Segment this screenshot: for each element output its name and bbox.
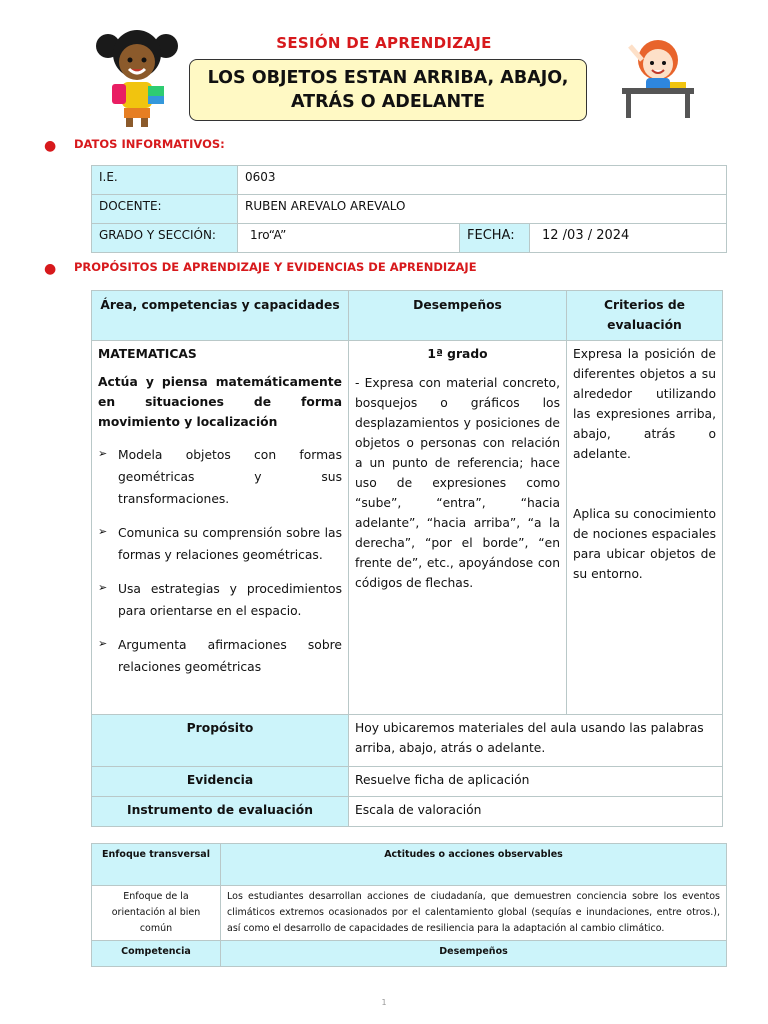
propositos-table — [91, 290, 723, 827]
capacidad-text: Usa estrategias y procedimientos para orientarse en el espacio. — [118, 582, 342, 618]
enfoque-text: Los estudiantes desarrollan acciones de ciudadanía, que demuestren conciencia sobre los eventos climáticos extremos ocasionados por el calentamiento global (sequías e inundaciones, entre otros.), así como el desarrollo de capacidades de resiliencia para la adaptación al cambio climático. — [221, 886, 727, 941]
capacidad-text: Modela objetos con formas geométricas y sus transformaciones. — [118, 448, 342, 506]
list-item — [98, 634, 342, 678]
criterio-text: Aplica su conocimiento de nociones espaciales para ubicar objetos de su entorno. — [573, 507, 716, 581]
grado-label: GRADO Y SECCIÓN: — [92, 224, 238, 253]
col-desempenos-header: Desempeños — [349, 291, 567, 341]
area-name: MATEMATICAS — [98, 347, 197, 361]
competencia-text: Actúa y piensa matemáticamente en situaciones de forma movimiento y localización — [98, 375, 342, 429]
list-item — [98, 444, 342, 510]
desempenos-label: Desempeños — [221, 941, 727, 967]
list-item — [98, 578, 342, 622]
ie-label: I.E. — [92, 166, 238, 195]
bullet-dot: ● — [44, 138, 57, 154]
arrow-marker: ➢ — [98, 525, 108, 538]
session-title-box — [189, 59, 587, 121]
enfoque-table — [91, 843, 727, 967]
criterios-cell — [567, 341, 723, 715]
list-item — [98, 522, 342, 566]
evidencia-label: Evidencia — [92, 767, 349, 797]
datos-table — [91, 165, 727, 253]
datos-heading: DATOS INFORMATIVOS: — [74, 137, 225, 151]
grado-value: 1ro“A” — [238, 224, 460, 253]
session-title-line2: ATRÁS O ADELANTE — [290, 92, 486, 112]
criterio-text: Expresa la posición de diferentes objetos a su alrededor utilizando las expresiones arriba, abajo, atrás o adelante. — [573, 347, 716, 461]
arrow-marker: ➢ — [98, 581, 108, 594]
enfoque-header: Enfoque transversal — [92, 844, 221, 886]
desempeno-text: - Expresa con material concreto, bosquejos o gráficos los desplazamientos y posiciones de objetos o personas con relación a un punto de referencia; hace uso de expresiones como “sube”, “entra”, “hacia adelante”, “hacia arriba”, “a la derecha”, “por el borde”, “en frente de”, etc., apoyándose con códigos de flechas. — [355, 376, 560, 590]
proposito-label: Propósito — [92, 715, 349, 767]
arrow-marker: ➢ — [98, 637, 108, 650]
actitudes-header: Actitudes o acciones observables — [221, 844, 727, 886]
competencia-label: Competencia — [92, 941, 221, 967]
col-criterios-header: Criterios de evaluación — [567, 291, 723, 341]
bullet-dot: ● — [44, 261, 57, 277]
session-title-line1: LOS OBJETOS ESTAN ARRIBA, ABAJO, — [207, 68, 569, 88]
instrumento-label: Instrumento de evaluación — [92, 797, 349, 827]
capacidad-text: Argumenta afirmaciones sobre relaciones geométricas — [118, 638, 342, 674]
ie-value: 0603 — [238, 166, 727, 195]
docente-value: RUBEN AREVALO AREVALO — [238, 195, 727, 224]
session-label: SESIÓN DE APRENDIZAJE — [276, 34, 492, 52]
col-area-header: Área, competencias y capacidades — [92, 291, 349, 341]
capacidad-text: Comunica su comprensión sobre las formas y relaciones geométricas. — [118, 526, 342, 562]
instrumento-value: Escala de valoración — [349, 797, 723, 827]
propositos-heading: PROPÓSITOS DE APRENDIZAJE Y EVIDENCIAS DE APRENDIZAJE — [74, 260, 477, 274]
docente-label: DOCENTE: — [92, 195, 238, 224]
desempeno-cell — [349, 341, 567, 715]
enfoque-name: Enfoque de la orientación al bien común — [92, 886, 221, 941]
fecha-value: 12 /03 / 2024 — [530, 224, 727, 253]
grado-label: 1ª grado — [427, 347, 488, 361]
evidencia-value: Resuelve ficha de aplicación — [349, 767, 723, 797]
proposito-value: Hoy ubicaremos materiales del aula usando las palabras arriba, abajo, atrás o adelante. — [349, 715, 723, 767]
arrow-marker: ➢ — [98, 447, 108, 460]
area-cell — [92, 341, 349, 715]
girl-with-books-icon — [92, 24, 182, 128]
fecha-label: FECHA: — [460, 224, 530, 253]
page-number: 1 — [381, 998, 387, 1007]
girl-at-desk-icon — [612, 36, 704, 122]
